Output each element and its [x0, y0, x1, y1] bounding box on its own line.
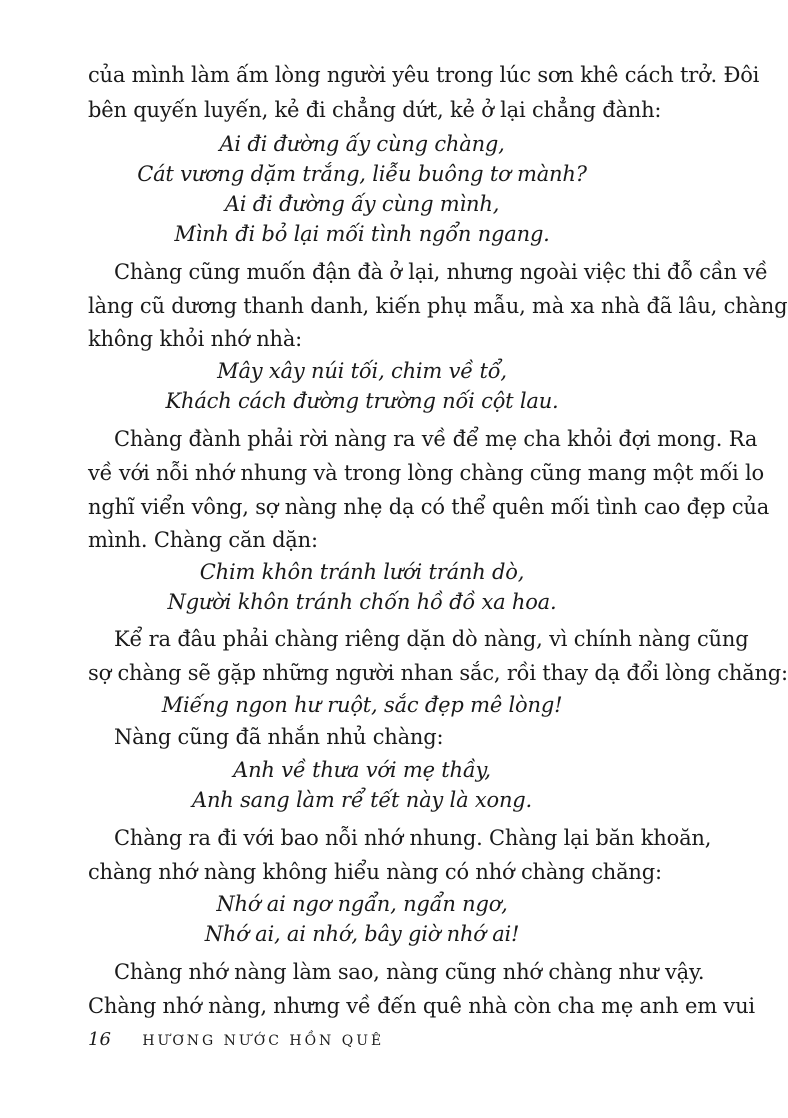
verse-line: Người khôn tránh chốn hồ đồ xa hoa. — [167, 590, 557, 614]
verse-line: Cát vương dặm trắng, liễu buông tơ mành? — [137, 162, 587, 186]
verse-line: Mây xây núi tối, chim về tổ, — [217, 359, 507, 383]
running-title: HƯƠNG NƯỚC HỒN QUÊ — [142, 1033, 385, 1049]
prose-line: của mình làm ấm lòng người yêu trong lúc sơn khê cách trở. Đôi — [88, 63, 760, 87]
page-number: 16 — [88, 1029, 111, 1050]
verse-line: Nhớ ai, ai nhớ, bây giờ nhớ ai! — [204, 922, 520, 946]
prose-line: nghĩ viển vông, sợ nàng nhẹ dạ có thể quên mối tình cao đẹp của — [88, 495, 770, 519]
verse-line: Chim khôn tránh lưới tránh dò, — [199, 560, 525, 584]
prose-line: Chàng cũng muốn đận đà ở lại, nhưng ngoài việc thi đỗ cần về — [114, 260, 768, 284]
verse-line: Ai đi đường ấy cùng mình, — [224, 192, 500, 216]
verse-line: Ai đi đường ấy cùng chàng, — [219, 132, 505, 156]
page-footer — [88, 1028, 384, 1053]
prose-line: mình. Chàng căn dặn: — [88, 528, 318, 552]
verse-line: Miếng ngon hư ruột, sắc đẹp mê lòng! — [161, 693, 563, 717]
prose-line: bên quyến luyến, kẻ đi chẳng dứt, kẻ ở lại chẳng đành: — [88, 98, 662, 122]
prose-line: sợ chàng sẽ gặp những người nhan sắc, rồi thay dạ đổi lòng chăng: — [88, 661, 788, 685]
prose-line: Chàng nhớ nàng, nhưng về đến quê nhà còn cha mẹ anh em vui — [88, 994, 755, 1018]
verse-line: Anh sang làm rể tết này là xong. — [192, 788, 532, 812]
prose-line: Kể ra đâu phải chàng riêng dặn dò nàng, vì chính nàng cũng — [114, 627, 749, 651]
prose-line: Chàng đành phải rời nàng ra về để mẹ cha khỏi đợi mong. Ra — [114, 427, 758, 451]
prose-line: làng cũ dương thanh danh, kiến phụ mẫu, mà xa nhà đã lâu, chàng — [88, 294, 788, 318]
verse-line: Anh về thưa với mẹ thầy, — [233, 758, 491, 782]
verse-line: Khách cách đường trường nối cột lau. — [165, 389, 559, 413]
prose-line: Nàng cũng đã nhắn nhủ chàng: — [114, 725, 444, 749]
prose-line: Chàng nhớ nàng làm sao, nàng cũng nhớ chàng như vậy. — [114, 960, 705, 984]
verse-line: Nhớ ai ngơ ngẩn, ngẩn ngơ, — [216, 892, 508, 916]
prose-line: Chàng ra đi với bao nỗi nhớ nhung. Chàng lại băn khoăn, — [114, 826, 712, 850]
prose-line: về với nỗi nhớ nhung và trong lòng chàng cũng mang một mối lo — [88, 461, 764, 485]
prose-line: chàng nhớ nàng không hiểu nàng có nhớ chàng chăng: — [88, 860, 662, 884]
verse-line: Mình đi bỏ lại mối tình ngổn ngang. — [174, 222, 550, 246]
prose-line: không khỏi nhớ nhà: — [88, 327, 303, 351]
